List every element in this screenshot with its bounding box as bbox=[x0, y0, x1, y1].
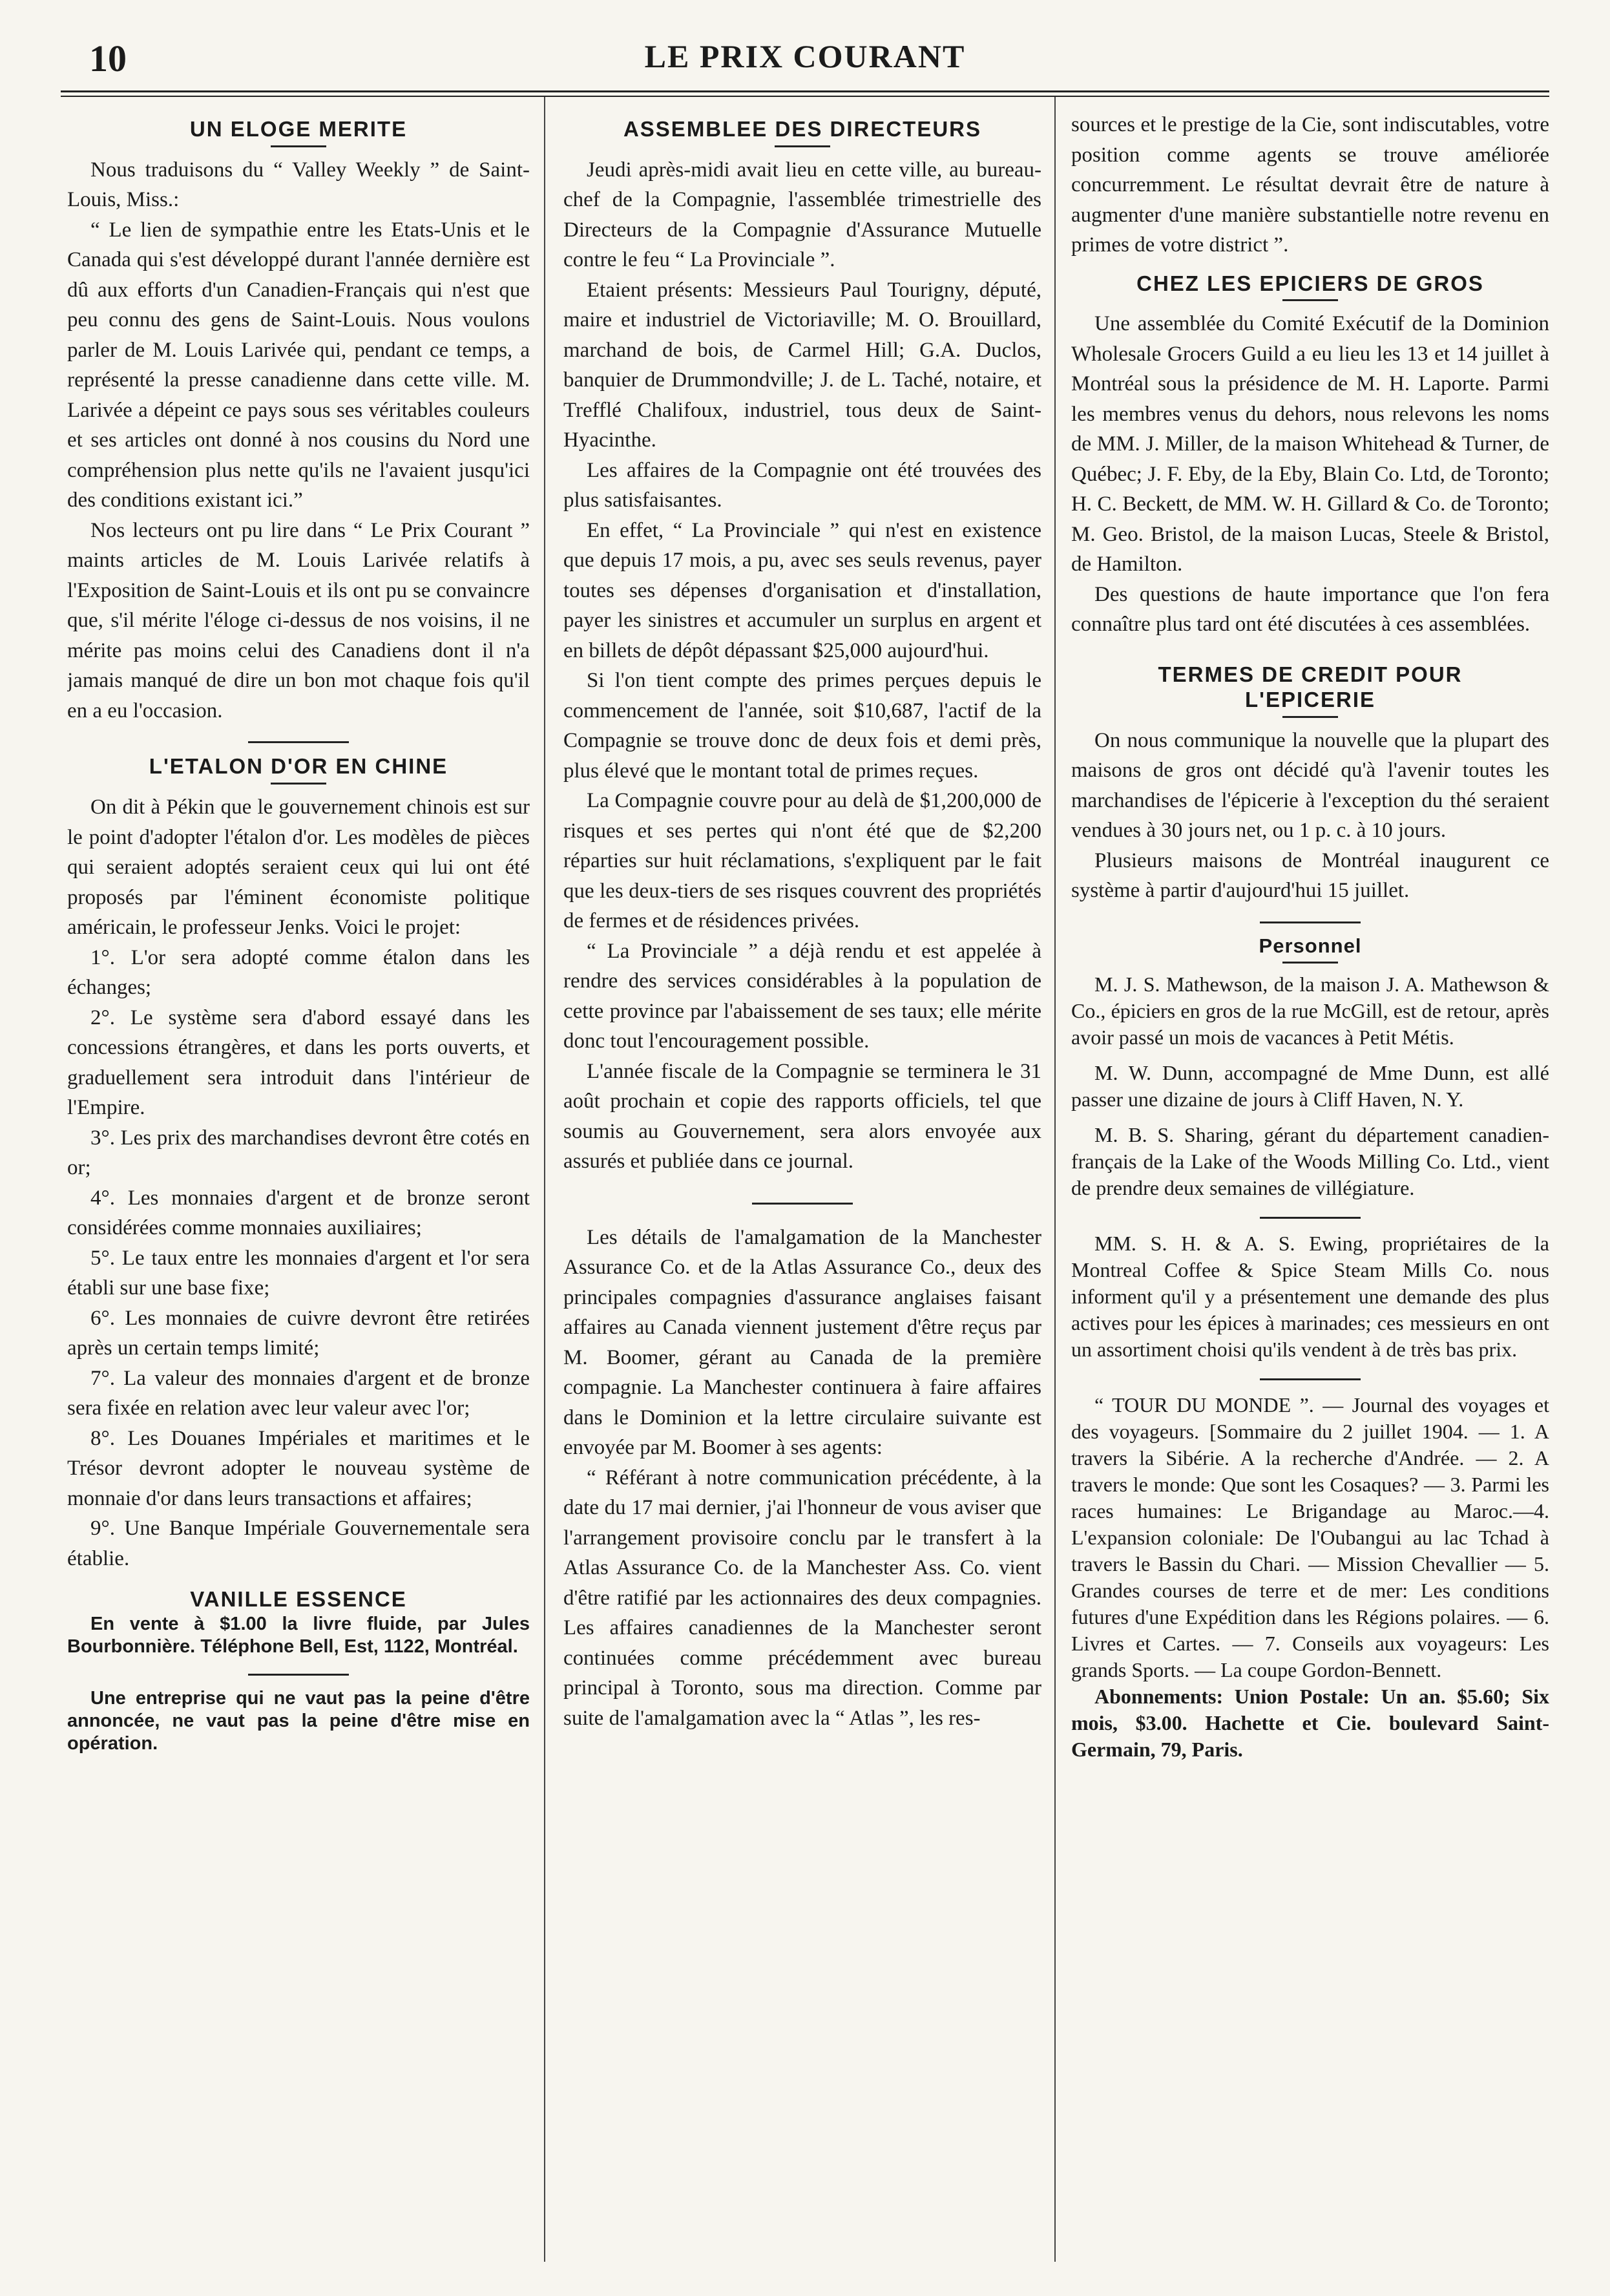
paragraph: Les détails de l'amalgamation de la Manchester Assurance Co. et de la Atlas Assurance Co., deux des principales compagnies d'assurance anglaises faisant affaires au Canada viennent justement d'être reçus par M. Boomer, gérant au Canada de la première compagnie. La Manchester continuera à faire affaires dans le Dominion et la lettre circulaire suivante est envoyée par M. Boomer à ses agents: bbox=[563, 1225, 1041, 1460]
list-item: 5°. Le taux entre les monnaies d'argent et l'or sera établi sur une base fixe; bbox=[67, 1246, 530, 1300]
column-middle bbox=[563, 110, 1041, 2281]
article-heading: L'EPICERIE bbox=[1244, 687, 1376, 711]
subscription-info: Abonnements: Union Postale: Un an. $5.60; Six mois, $3.00. Hachette et Cie. boulevard Saint-Germain, 79, Paris. bbox=[1071, 1684, 1549, 1761]
article-heading: L'ETALON D'OR EN CHINE bbox=[149, 754, 448, 779]
header-rule bbox=[61, 90, 1549, 92]
paragraph: sources et le prestige de la Cie, sont indiscutables, votre position comme agents se trouve améliorée concurremment. Le résultat devrait être de nature à augmenter d'une manière substantielle notre revenu en primes de votre district ”. bbox=[1071, 113, 1549, 257]
list-item: 7°. La valeur des monnaies d'argent et de bronze sera fixée en relation avec leur valeur avec l'or; bbox=[67, 1366, 530, 1420]
list-item: 6°. Les monnaies de cuivre devront être retirées après un certain temps limité; bbox=[67, 1306, 530, 1360]
advertisement-text: En vente à $1.00 la livre fluide, par Jules Bourbonnière. Téléphone Bell, Est, 1122, Montréal. bbox=[67, 1614, 530, 1658]
heading-rule bbox=[271, 783, 326, 785]
section-separator bbox=[1260, 1378, 1361, 1380]
page-number: 10 bbox=[89, 37, 127, 79]
section-separator bbox=[248, 741, 349, 743]
heading-rule bbox=[1282, 299, 1338, 301]
list-item: 3°. Les prix des marchandises devront être cotés en or; bbox=[67, 1126, 530, 1180]
paragraph: Jeudi après-midi avait lieu en cette ville, au bureau-chef de la Compagnie, l'assemblée trimestrielle des Directeurs de la Compagnie d'Assurance Mutuelle contre le feu “ La Provinciale ”. bbox=[563, 158, 1041, 272]
heading-rule bbox=[1282, 716, 1338, 718]
paragraph: La Compagnie couvre pour au delà de $1,200,000 de risques et ses pertes qui n'ont été que de $2,200 réparties sur huit réclamations, s'expliquent par le fait que les deux-tiers de ses risques couvrent des propriétés de fermes et de résidences privées. bbox=[563, 789, 1041, 933]
section-separator bbox=[1260, 1217, 1361, 1219]
article-heading: VANILLE ESSENCE bbox=[190, 1587, 407, 1612]
list-item: 4°. Les monnaies d'argent et de bronze seront considérées comme monnaies auxiliaires; bbox=[67, 1186, 530, 1240]
paragraph: Etaient présents: Messieurs Paul Tourigny, député, maire et industriel de Victoriaville; M. O. Brouillard, marchand de bois, de Carmel Hill; G.A. Duclos, banquier de Drummondville; J. de L. Taché, notaire, et Trefflé Chalifoux, industriel, tous deux de Saint-Hyacinthe. bbox=[563, 278, 1041, 452]
paragraph: M. B. S. Sharing, gérant du département canadien-français de la Lake of the Woods Milling Co. Ltd., vient de prendre deux semaines de villégiature. bbox=[1071, 1122, 1549, 1199]
paragraph: Nos lecteurs ont pu lire dans “ Le Prix Courant ” maints articles de M. Louis Larivée relatifs à l'Exposition de Saint-Louis et ils ont pu se convaincre que, s'il mérite l'éloge ci-dessus de nos voisins, il ne mérite pas moins celui des Canadiens dont il n'a jamais manqué de dire un bon mot chaque fois qu'il en a eu l'occasion. bbox=[67, 518, 530, 722]
article-heading: ASSEMBLEE DES DIRECTEURS bbox=[623, 117, 982, 141]
paragraph: Si l'on tient compte des primes perçues depuis le commencement de l'année, soit $10,687, l'actif de la Compagnie se trouve donc de deux fois et demi près, plus élevé que le montant total de primes reçues. bbox=[563, 669, 1041, 783]
paragraph: MM. S. H. & A. S. Ewing, propriétaires de la Montreal Coffee & Spice Steam Mills Co. nous informent qu'il y a présentement une demande des plus actives pour les épices à marinades; ces messieurs en ont un assortiment choisi qu'ils vendent à de très bas prix. bbox=[1071, 1231, 1549, 1361]
paragraph: Plusieurs maisons de Montréal inaugurent ce système à partir d'aujourd'hui 15 juillet. bbox=[1071, 848, 1549, 903]
journal-title: LE PRIX COURANT bbox=[644, 38, 966, 74]
article-heading: CHEZ LES EPICIERS DE GROS bbox=[1136, 271, 1484, 295]
paragraph: M. J. S. Mathewson, de la maison J. A. Mathewson & Co., épiciers en gros de la rue McGill, est de retour, après avoir passé un mois de vacances à Petit Métis. bbox=[1071, 972, 1549, 1049]
paragraph: M. W. Dunn, accompagné de Mme Dunn, est allé passer une dizaine de jours à Cliff Haven, N. Y. bbox=[1071, 1060, 1549, 1111]
list-item: 2°. Le système sera d'abord essayé dans les concessions étrangères, et dans les ports ouverts, et graduellement sera introduit dans l'intérieur de l'Empire. bbox=[67, 1006, 530, 1120]
section-separator bbox=[1260, 922, 1361, 923]
paragraph: “ Référant à notre communication précédente, à la date du 17 mai dernier, j'ai l'honneur de vous aviser que l'arrangement provisoire conclu par le transfert à la Atlas Assurance Co. de la Manchester Ass. Co. vient d'être ratifié par les actionnaires des deux compagnies. Les affaires canadiennes de la Manchester seront continuées comme précédemment avec bureau principal à Toronto, sous ma direction. Comme par suite de l'amalgamation avec la “ Atlas ”, les res- bbox=[563, 1466, 1041, 1730]
list-item: 9°. Une Banque Impériale Gouvernementale sera établie. bbox=[67, 1517, 530, 1570]
paragraph: Des questions de haute importance que l'on fera connaître plus tard ont été discutées à ces assemblées. bbox=[1071, 582, 1549, 637]
article-heading: UN ELOGE MERITE bbox=[189, 117, 408, 141]
column-divider bbox=[544, 97, 545, 2262]
paragraph: On nous communique la nouvelle que la plupart des maisons de gros ont décidé qu'à l'avenir toutes les marchandises de l'épicerie à l'exception du thé seraient vendues à 30 jours net, ou 1 p. c. à 10 jours. bbox=[1071, 728, 1549, 843]
article-heading: TERMES DE CREDIT POUR bbox=[1158, 662, 1463, 686]
heading-rule bbox=[775, 145, 830, 147]
paragraph: Une assemblée du Comité Exécutif de la Dominion Wholesale Grocers Guild a eu lieu les 13 et 14 juillet à Montréal sous la présidence de M. H. Laporte. Parmi les membres venus du dehors, nous relevons les noms de MM. J. Miller, de la maison Whitehead & Turner, de Québec; J. F. Eby, de la Eby, Blain Co. Ltd, de Toronto; H. C. Beckett, de MM. W. H. Gillard & Co. de Toronto; M. Geo. Bristol, de la maison Lucas, Steele & Bristol, de Hamilton. bbox=[1071, 312, 1549, 576]
column-right bbox=[1071, 110, 1549, 2281]
paragraph: “ TOUR DU MONDE ”. — Journal des voyages et des voyageurs. [Sommaire du 2 juillet 1904. — 1. A travers la Sibérie. A la recherche d'Andrée. — 2. A travers le monde: Que sont les Cosaques? — 3. Parmi les races humaines: Le Brigandage au Maroc.—4. L'expansion coloniale: De l'Oubangui au lac Tchad à travers le Bassin du Chari. — Mission Chevallier — 5. Grandes courses de terre et de mer: Les conditions futures d'une Expédition dans les Régions polaires. — 6. Livres et Cartes. — 7. Conseils aux voyageurs: Les grands Sports. — La coupe Gordon-Bennett. bbox=[1071, 1393, 1549, 1681]
column-divider bbox=[1054, 97, 1056, 2262]
article-heading: Personnel bbox=[1259, 934, 1362, 957]
heading-rule bbox=[271, 145, 326, 147]
paragraph: Les affaires de la Compagnie ont été trouvées des plus satisfaisantes. bbox=[563, 458, 1041, 512]
list-item: 1°. L'or sera adopté comme étalon dans les échanges; bbox=[67, 945, 530, 1000]
header-rule-thin bbox=[61, 96, 1549, 97]
maxim-text: Une entreprise qui ne vaut pas la peine d'être annoncée, ne vaut pas la peine d'être mise en opération. bbox=[67, 1688, 530, 1754]
heading-rule bbox=[1282, 962, 1338, 964]
section-separator bbox=[752, 1203, 853, 1205]
paragraph: Nous traduisons du “ Valley Weekly ” de Saint-Louis, Miss.: bbox=[67, 158, 530, 212]
column-left bbox=[67, 110, 530, 2281]
list-item: 8°. Les Douanes Impériales et maritimes et le Trésor devront adopter le nouveau système de monnaie d'or dans leurs transactions et affaires; bbox=[67, 1426, 530, 1510]
paragraph: On dit à Pékin que le gouvernement chinois est sur le point d'adopter l'étalon d'or. Les modèles de pièces qui seraient adoptés seraient ceux qui lui ont été proposés par l'éminent économiste politique américain, le professeur Jenks. Voici le projet: bbox=[67, 795, 530, 940]
paragraph: En effet, “ La Provinciale ” qui n'est en existence que depuis 17 mois, a pu, avec ses seuls revenus, payer toutes ses dépenses d'organisation et d'installation, payer les sinistres et accumuler un surplus en argent et en billets de dépôt dépassant $25,000 aujourd'hui. bbox=[563, 518, 1041, 662]
paragraph: “ La Provinciale ” a déjà rendu et est appelée à rendre des services considérables à la population de cette province par l'abaissement de ses taux; elle mérite donc tout l'encouragement possible. bbox=[563, 939, 1041, 1053]
section-separator bbox=[248, 1674, 349, 1676]
paragraph: L'année fiscale de la Compagnie se terminera le 31 août prochain et copie des rapports officiels, tel que soumis au Gouvernement, sera alors envoyée aux assurés et publiée dans ce journal. bbox=[563, 1059, 1041, 1174]
paragraph: “ Le lien de sympathie entre les Etats-Unis et le Canada qui s'est développé durant l'année dernière est dû aux efforts d'un Canadien-Français qui n'est que peu connu des gens de Saint-Louis. Nous voulons parler de M. Louis Larivée qui, pendant ce temps, a représenté la presse canadienne dans cette ville. M. Larivée a dépeint ce pays sous ses véritables couleurs et ses articles ont donné à nos cousins du Nord une compréhension plus nette qu'ils ne l'avaient jusqu'ici des conditions existant ici.” bbox=[67, 218, 530, 512]
